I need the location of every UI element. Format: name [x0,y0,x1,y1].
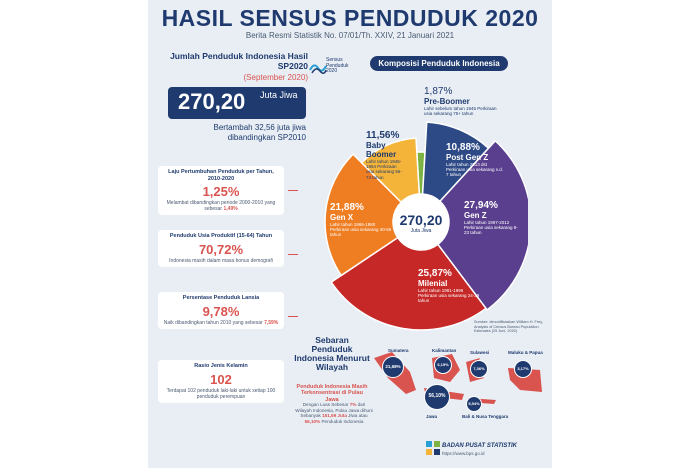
connector-line [288,254,298,255]
segment-label-gen-z [464,200,520,236]
region-pct-jawa: 56,10% [424,384,450,410]
indonesia-map [370,348,546,428]
segment-note: Lahir tahun 2013 dst Perkiraan usia sekarang s.d. 7 tahun [446,162,504,178]
population-box [168,87,306,119]
segment-note: Lahir tahun 1965-1980 Perkiraan usia sekarang 40-55 tahun [330,222,392,238]
donut-center [396,212,446,234]
stat-label: Persentase Penduduk Lansia [182,295,260,301]
segment-label-pre-boomer [424,86,504,116]
segment-name: Pre-Boomer [424,97,470,106]
jawa-note-text: Penduduk Indonesia [321,418,364,424]
page-subtitle: Berita Resmi Statistik No. 07/01/Th. XXIV, 21 Januari 2021 [245,31,455,40]
stat-value: 102 [210,371,232,387]
bps-logo-icon [426,441,440,455]
growth-note: Bertambah 32,56 juta jiwa dibandingkan SP2010 [213,123,306,142]
population-value: 270,20 [178,89,246,114]
region-pct-sulawesi: 7,36% [470,360,488,378]
bps-website: https://www.bps.go.id [442,451,485,456]
stat-value: 70,72% [198,241,244,257]
stat-note: Terdapat 102 penduduk laki-laki untuk setiap 100 penduduk perempuan [166,387,276,400]
segment-note: Lahir tahun 1946-1964 Perkiraan usia sekarang 56-74 tahun [366,159,402,180]
donut-center-unit: Juta Jiwa [410,228,432,234]
stat-note [162,320,280,326]
jawa-heading: Penduduk Indonesia Masih Terkonsentrasi di Pulau Jawa [296,384,368,403]
region-label-kalimantan: Kalimantan [432,348,457,353]
page-title: HASIL SENSUS PENDUDUK 2020 [161,5,539,31]
stat-note-text: Melambat dibandingkan periode 2000-2010 yang sebesar [166,200,276,213]
productive-age-card [158,230,284,267]
stat-value: 9,78% [202,303,240,319]
region-label-bali-nusa: Bali & Nusa Tenggara [462,414,509,419]
bps-name: BADAN PUSAT STATISTIK [442,443,517,449]
jawa-population: 151,59 Juta [322,413,347,418]
sensus-logo-text: Sensus Penduduk 2020 [326,57,349,74]
population-unit: Juta Jiwa [260,90,298,100]
segment-pct: 27,94% [464,200,498,211]
segment-note: Lahir tahun 1997-2012 Perkiraan usia sekarang 8-23 tahun [464,220,518,236]
population-period: (September 2020) [243,73,308,82]
region-label-sumatera: Sumatera [388,348,409,353]
segment-pct: 25,87% [418,268,452,279]
distribution-heading: Sebaran Penduduk Indonesia Menurut Wilayah [294,335,370,372]
region-pct-bali-nusa: 5,54% [466,396,482,412]
region-label-jawa: Jawa [426,414,438,419]
source-note: Sumber: dimodifikasikan William H. Frey, Analysis of Census Bureau Population Estimates (25 Juni, 2020) [474,320,543,334]
composition-heading: Komposisi Penduduk Indonesia [370,56,508,71]
region-pct-kalimantan: 6,15% [434,356,452,374]
connector-line [288,316,298,317]
sex-ratio-card [158,360,284,403]
segment-name: Baby Boomer [366,141,397,159]
region-label-maluku-papua: Maluku & Papua [508,350,543,355]
segment-name: Gen Z [464,211,487,220]
segment-label-milenial [418,268,482,304]
jawa-note-text: dari Wilayah Indonesia, Pulau Jawa dihuni Sebanyak [295,402,373,418]
segment-pct: 1,87% [424,86,453,97]
stat-label: Penduduk Usia Produktif (15-64) Tahun [169,233,273,239]
jawa-note [294,402,374,424]
region-pct-maluku-papua: 3,17% [514,360,532,378]
stat-note-highlight: 7,59% [264,319,279,326]
stat-note [162,200,280,212]
segment-pct: 11,56% [366,130,400,141]
elderly-card [158,292,284,329]
stat-note-text: Naik dibandingkan tahun 2010 yang sebesar [163,319,263,326]
donut-center-value: 270,20 [399,212,443,228]
stat-label: Laju Pertumbuhan Penduduk per Tahun, 2010-2020 [168,169,274,182]
segment-label-post-gen-z [446,142,506,178]
stat-note-highlight: 1,49% [223,206,238,213]
segment-pct: 21,88% [330,202,364,213]
segment-label-gen-x [330,202,394,238]
jawa-share: 56,10% [304,418,321,424]
region-pct-sumatera: 21,68% [382,356,404,378]
population-heading: Jumlah Penduduk Indonesia Hasil SP2020 [170,51,308,71]
jawa-note-text: Dengan Luas Sebesar [302,402,349,407]
stat-label: Rasio Jenis Kelamin [194,363,248,369]
growth-rate-card [158,166,284,215]
connector-line [288,190,298,191]
infographic-poster [148,0,552,468]
segment-note: Lahir tahun 1981-1996 Perkiraan usia sekarang 24-39 tahun [418,288,480,304]
stat-note: Indonesia masih dalam masa bonus demografi [169,257,273,264]
jawa-area-pct: 7% [349,402,357,407]
segment-note: Lahir sebelum tahun 1945 Perkiraan usia sekarang 75+ tahun [424,106,497,117]
segment-label-baby-boomer [366,130,406,180]
segment-name: Milenial [418,279,448,288]
jawa-note-text: Jiwa atau [348,413,368,418]
segment-pct: 10,88% [446,142,480,153]
stat-value: 1,25% [202,184,240,200]
segment-name: Gen X [330,213,354,222]
region-label-sulawesi: Sulawesi [470,350,490,355]
generation-donut [314,72,528,334]
segment-name: Post Gen Z [446,153,489,162]
